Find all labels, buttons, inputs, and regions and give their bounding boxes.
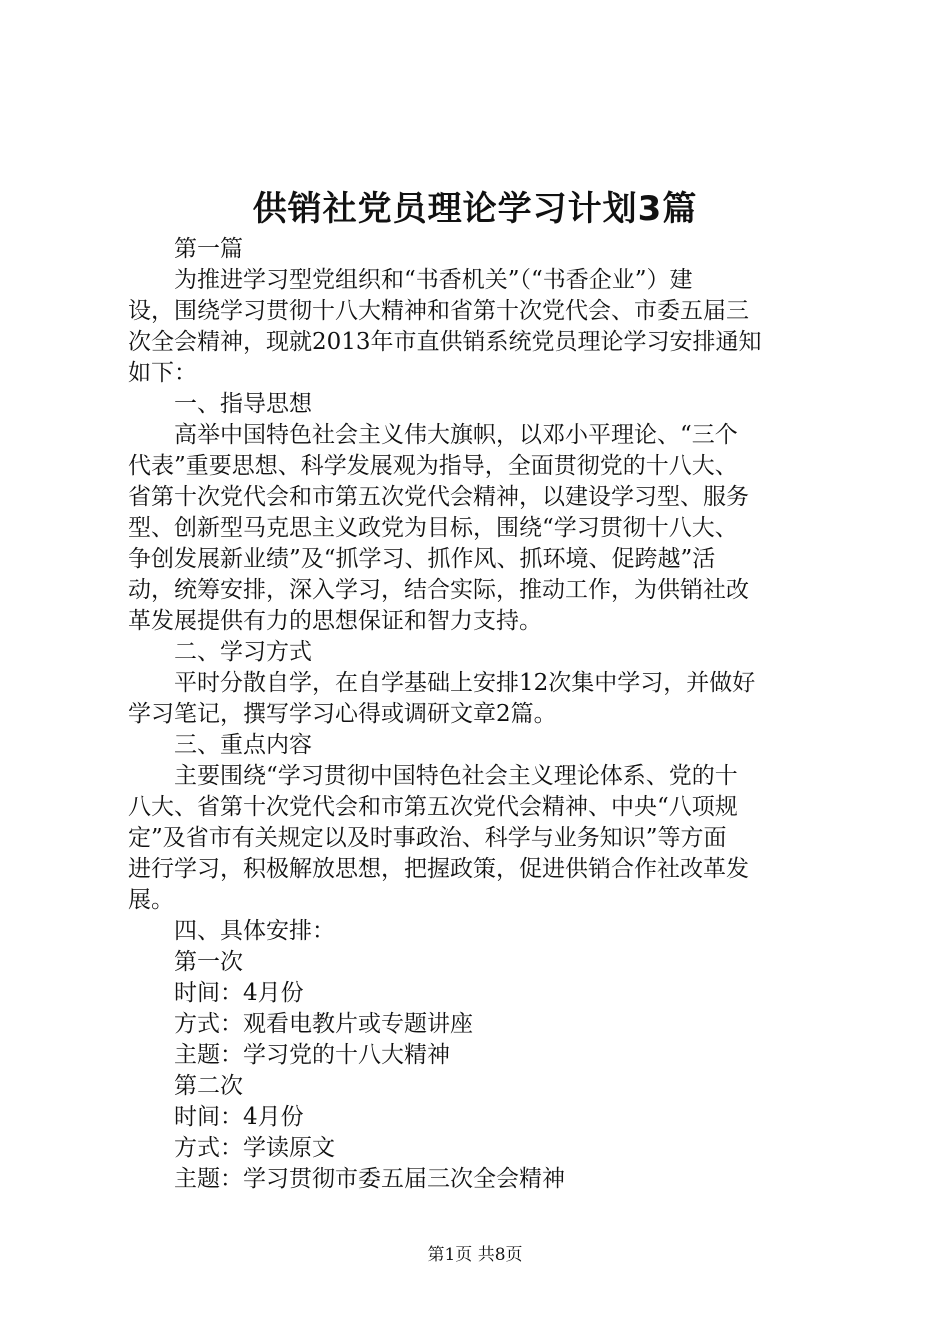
text-line: 如下： [128, 360, 197, 386]
document-title: 供销社党员理论学习计划3篇 [252, 189, 698, 229]
text-line: 革发展提供有力的思想保证和智力支持。 [128, 608, 542, 634]
text-line: 设，围绕学习贯彻十八大精神和省第十次党代会、市委五届三 [128, 298, 749, 324]
section-heading: 一、指导思想 [128, 391, 312, 417]
text-line: 方式：学读原文 [128, 1135, 335, 1161]
text-line: 主题：学习党的十八大精神 [128, 1042, 450, 1068]
text-line: 第二次 [128, 1073, 243, 1099]
text-line: 代表”重要思想、科学发展观为指导，全面贯彻党的十八大、 [128, 453, 738, 479]
text-line: 学习笔记，撰写学习心得或调研文章2篇。 [128, 701, 557, 727]
text-line: 为推进学习型党组织和“书香机关”（“书香企业”）建 [128, 267, 693, 293]
text-line: 八大、省第十次党代会和市第五次党代会精神、中央“八项规 [128, 794, 738, 820]
text-line: 定”及省市有关规定以及时事政治、科学与业务知识”等方面 [128, 825, 727, 851]
text-line: 省第十次党代会和市第五次党代会精神，以建设学习型、服务 [128, 484, 749, 510]
document-body [128, 234, 830, 1195]
text-line: 时间：4月份 [128, 980, 304, 1006]
text-line: 第一次 [128, 949, 243, 975]
text-line: 主要围绕“学习贯彻中国特色社会主义理论体系、党的十 [128, 763, 738, 789]
section-heading: 三、重点内容 [128, 732, 312, 758]
text-line: 主题：学习贯彻市委五届三次全会精神 [128, 1166, 565, 1192]
page-number-footer: 第1页 共8页 [427, 1245, 523, 1265]
section-heading: 二、学习方式 [128, 639, 312, 665]
text-line: 高举中国特色社会主义伟大旗帜，以邓小平理论、“三个 [128, 422, 738, 448]
text-line: 争创发展新业绩”及“抓学习、抓作风、抓环境、促跨越”活 [128, 546, 716, 572]
text-line: 型、创新型马克思主义政党为目标，围绕“学习贯彻十八大、 [128, 515, 738, 541]
text-line: 次全会精神，现就2013年市直供销系统党员理论学习安排通知 [128, 329, 762, 355]
section-heading: 四、具体安排： [128, 918, 335, 944]
text-line: 平时分散自学，在自学基础上安排12次集中学习，并做好 [128, 670, 756, 696]
text-line: 进行学习，积极解放思想，把握政策，促进供销合作社改革发 [128, 856, 749, 882]
text-line: 展。 [128, 887, 174, 913]
text-line: 动，统筹安排，深入学习，结合实际，推动工作，为供销社改 [128, 577, 749, 603]
text-line: 方式：观看电教片或专题讲座 [128, 1011, 473, 1037]
text-line: 时间：4月份 [128, 1104, 304, 1130]
text-line: 第一篇 [128, 236, 243, 262]
